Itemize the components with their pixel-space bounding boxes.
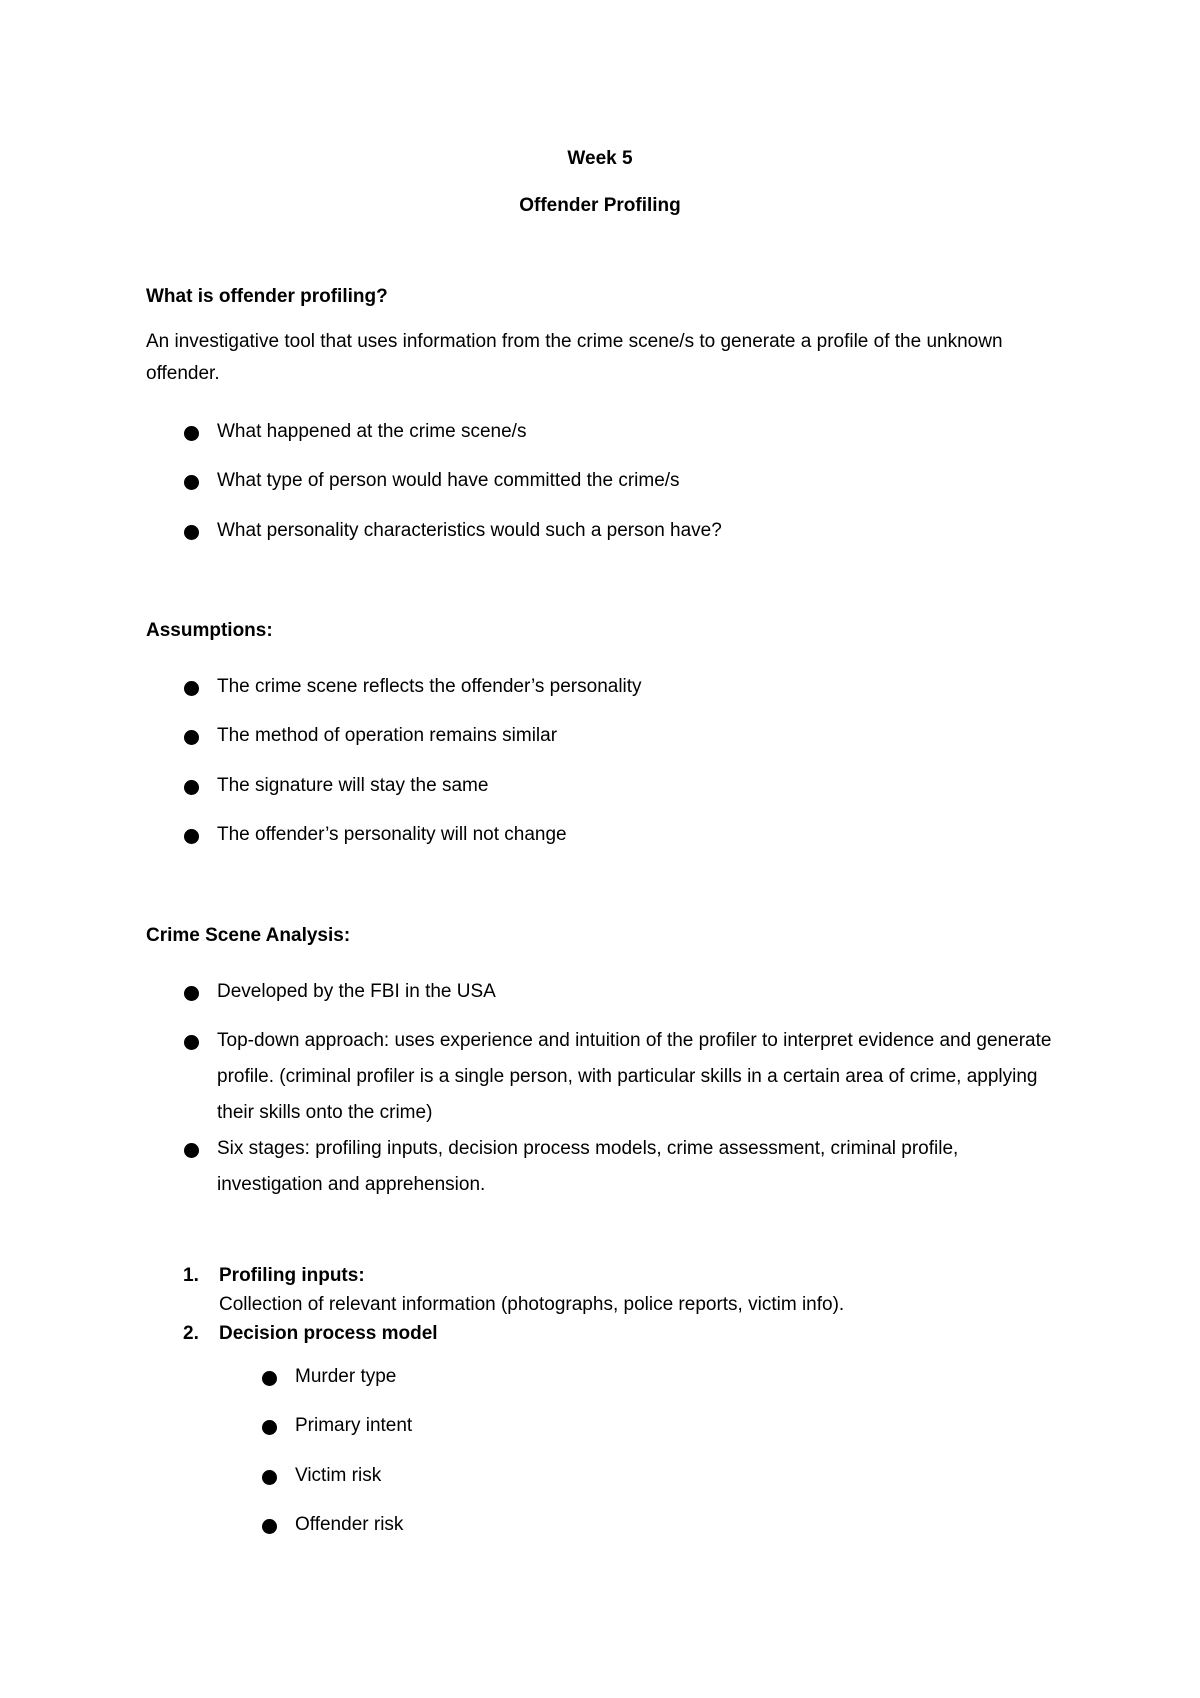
list-item <box>184 420 1044 450</box>
numbered-item-body: Collection of relevant information (photographs, police reports, victim info). <box>219 1294 845 1315</box>
section-heading-assumptions: Assumptions: <box>146 620 273 641</box>
bullet-icon <box>184 475 199 490</box>
numbered-item-title: Profiling inputs: <box>219 1265 365 1286</box>
list-item-text: Primary intent <box>295 1415 413 1436</box>
list-item-text: What type of person would have committed the crime/s <box>217 470 680 491</box>
bullet-icon <box>184 525 199 540</box>
list-item-text: The signature will stay the same <box>217 775 489 796</box>
section-heading-what-is: What is offender profiling? <box>146 286 388 307</box>
list-item <box>184 1029 1054 1131</box>
list-item-text: The method of operation remains similar <box>217 725 558 746</box>
list-item <box>262 1365 862 1395</box>
bullet-icon <box>184 1143 199 1158</box>
list-item <box>184 1137 1054 1203</box>
list-item <box>184 675 1044 705</box>
bullet-icon <box>184 986 199 1001</box>
definition-paragraph: An investigative tool that uses information from the crime scene/s to generate a profile of the unknown offender. <box>146 331 1003 384</box>
list-number: 1. <box>183 1265 199 1286</box>
list-item <box>184 980 1054 1010</box>
bullet-icon <box>262 1420 277 1435</box>
list-item-text: The crime scene reflects the offender’s personality <box>217 676 642 697</box>
list-item <box>262 1513 862 1543</box>
list-item-text: Murder type <box>295 1366 397 1387</box>
section-heading-crime-scene-analysis: Crime Scene Analysis: <box>146 925 351 946</box>
list-item <box>262 1464 862 1494</box>
bullet-icon <box>262 1470 277 1485</box>
list-item-text: Offender risk <box>295 1514 404 1535</box>
bullet-icon <box>262 1519 277 1534</box>
list-number: 2. <box>183 1323 199 1344</box>
list-item <box>184 519 1044 549</box>
list-item <box>184 774 1044 804</box>
bullet-icon <box>184 426 199 441</box>
list-item-text: The offender’s personality will not change <box>217 824 567 845</box>
bullet-icon <box>262 1371 277 1386</box>
bullet-icon <box>184 681 199 696</box>
list-item <box>262 1414 862 1444</box>
list-item-text: What personality characteristics would such a person have? <box>217 520 722 541</box>
bullet-icon <box>184 780 199 795</box>
bullet-icon <box>184 730 199 745</box>
list-item-text: What happened at the crime scene/s <box>217 421 527 442</box>
numbered-item-title: Decision process model <box>219 1323 438 1344</box>
week-heading: Week 5 <box>567 148 633 169</box>
list-item-text: Top-down approach: uses experience and intuition of the profiler to interpret evidence and generate profile. (criminal profiler is a single person, with particular skills in a certain area of crime, applying their skills onto the crime) <box>217 1030 1052 1123</box>
page-title: Offender Profiling <box>519 195 681 216</box>
list-item <box>184 823 1044 853</box>
list-item-text: Six stages: profiling inputs, decision process models, crime assessment, criminal profile, investigation and apprehension. <box>217 1138 959 1195</box>
bullet-icon <box>184 829 199 844</box>
list-item <box>184 469 1044 499</box>
list-item-text: Developed by the FBI in the USA <box>217 981 496 1002</box>
list-item-text: Victim risk <box>295 1465 382 1486</box>
bullet-icon <box>184 1035 199 1050</box>
list-item <box>184 724 1044 754</box>
